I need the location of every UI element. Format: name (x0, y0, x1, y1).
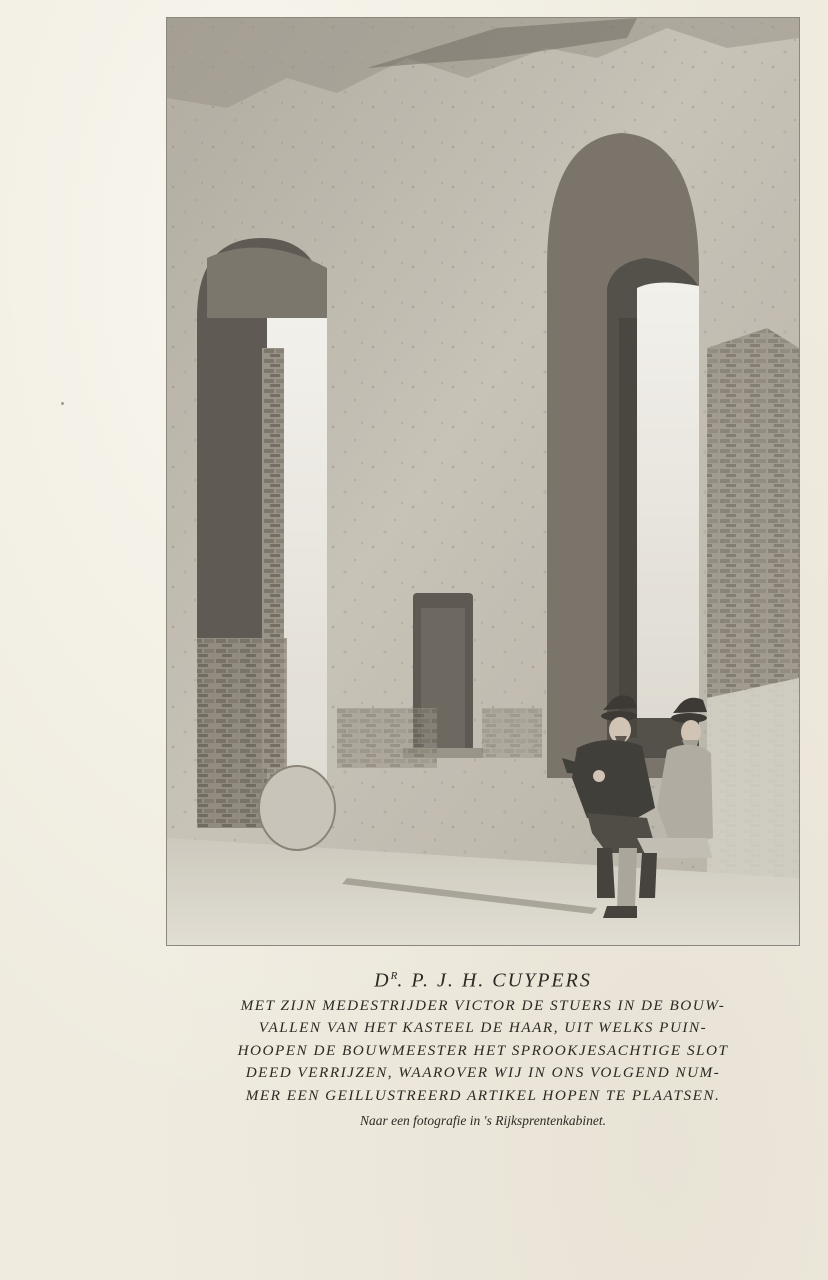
caption-line: HOOPEN DE BOUWMEESTER HET SPROOKJESACHTIGE SLOT (237, 1041, 729, 1059)
caption-title-abbrev-sup: R (390, 970, 398, 982)
caption (166, 962, 800, 1133)
caption-line: MER EEN GEILLUSTREERD ARTIKEL HOPEN TE PLAATSEN. (245, 1086, 721, 1104)
caption-title-name: . P. J. H. CUYPERS (397, 969, 592, 992)
caption-title-abbrev: D (374, 969, 391, 992)
paper-speck (61, 402, 64, 405)
photo-credit: Naar een fotografie in 's Rijksprentenkabinet. (359, 1113, 607, 1129)
photograph-illustration (167, 18, 799, 945)
caption-line: VALLEN VAN HET KASTEEL DE HAAR, UIT WELKS PUIN- (258, 1019, 708, 1037)
caption-line: MET ZIJN MEDESTRIJDER VICTOR DE STUERS IN DE BOUW- (240, 996, 726, 1014)
caption-line: DEED VERRIJZEN, WAAROVER WIJ IN ONS VOLGEND NUM- (245, 1064, 721, 1082)
photograph (166, 17, 800, 946)
caption-title (166, 962, 800, 995)
